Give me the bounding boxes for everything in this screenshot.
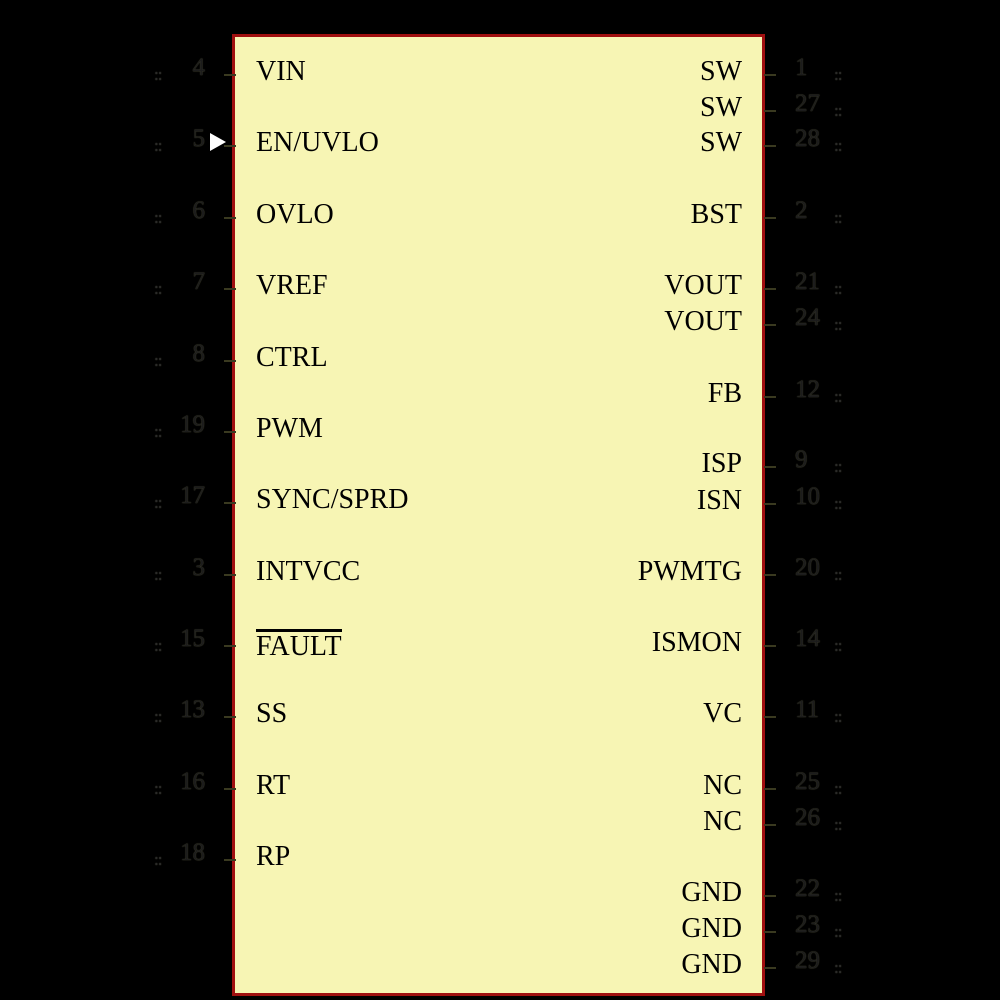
- pin-number-24: 24: [795, 304, 820, 331]
- pin-number-23: 23: [795, 911, 820, 938]
- pin-connector-tick: ::: [154, 707, 162, 726]
- pin-name-pwmtg: PWMTG: [637, 556, 742, 587]
- pin-stub-line: [764, 288, 776, 290]
- pin-number-3: 3: [192, 554, 205, 581]
- pin-number-17: 17: [180, 482, 205, 509]
- pin-stub-line: [764, 895, 776, 897]
- pin-stub-line: [764, 324, 776, 326]
- pin-name-vout: VOUT: [664, 270, 742, 301]
- pin-name-intvcc: INTVCC: [256, 556, 361, 587]
- pin-name-bst: BST: [690, 199, 742, 230]
- pin-number-16: 16: [180, 768, 205, 795]
- pin-number-25: 25: [795, 768, 820, 795]
- pin-name-en-uvlo: EN/UVLO: [256, 127, 379, 158]
- pin-connector-tick: ::: [154, 208, 162, 227]
- pin-connector-tick: ::: [154, 493, 162, 512]
- pin-stub-line: [224, 431, 236, 433]
- pin-stub-line: [224, 574, 236, 576]
- pin-name-fault: [256, 629, 342, 661]
- pin-number-27: 27: [795, 90, 820, 117]
- pin-connector-tick: ::: [834, 815, 842, 834]
- pin-connector-tick: ::: [834, 208, 842, 227]
- pin-connector-tick: ::: [834, 101, 842, 120]
- pin-number-5: 5: [192, 125, 205, 152]
- pin-name-pwm: PWM: [256, 413, 323, 444]
- pin-number-21: 21: [795, 268, 820, 295]
- pin-name-sw: SW: [700, 92, 742, 123]
- pin-number-6: 6: [192, 197, 205, 224]
- pin-number-20: 20: [795, 554, 820, 581]
- pin-stub-line: [764, 145, 776, 147]
- pin-number-19: 19: [180, 411, 205, 438]
- pin-connector-tick: ::: [154, 65, 162, 84]
- pin-connector-tick: ::: [834, 279, 842, 298]
- pin-name-fb: FB: [707, 378, 742, 409]
- pin-connector-tick: ::: [834, 707, 842, 726]
- pin-name-vin: VIN: [256, 56, 306, 87]
- pin-number-11: 11: [795, 696, 820, 723]
- pin-connector-tick: ::: [834, 494, 842, 513]
- pin-stub-line: [764, 824, 776, 826]
- pin-stub-line: [224, 645, 236, 647]
- pin-stub-line: [224, 716, 236, 718]
- pin-stub-line: [764, 788, 776, 790]
- pin-stub-line: [764, 574, 776, 576]
- pin-name-isp: ISP: [701, 448, 742, 479]
- pin-connector-tick: ::: [834, 565, 842, 584]
- pin-stub-line: [224, 145, 236, 147]
- pin-connector-tick: ::: [834, 779, 842, 798]
- en-uvlo-input-arrow-icon: [210, 133, 226, 151]
- pin-connector-tick: ::: [154, 279, 162, 298]
- pin-connector-tick: ::: [154, 636, 162, 655]
- pin-stub-line: [764, 466, 776, 468]
- pin-stub-line: [224, 288, 236, 290]
- pin-name-rt: RT: [256, 770, 291, 801]
- pin-number-4: 4: [192, 54, 205, 81]
- pin-stub-line: [764, 716, 776, 718]
- pin-stub-line: [224, 360, 236, 362]
- pin-number-2: 2: [795, 197, 808, 224]
- pin-number-7: 7: [192, 268, 205, 295]
- pin-name-nc: NC: [703, 806, 742, 837]
- pin-stub-line: [764, 74, 776, 76]
- pin-stub-line: [224, 74, 236, 76]
- pin-number-29: 29: [795, 947, 820, 974]
- pin-stub-line: [764, 645, 776, 647]
- pin-number-22: 22: [795, 875, 820, 902]
- pin-name-ismon: ISMON: [651, 627, 742, 658]
- pin-number-14: 14: [795, 625, 820, 652]
- pin-connector-tick: ::: [834, 958, 842, 977]
- active-low-overbar: FAULT: [256, 631, 342, 662]
- pin-name-vref: VREF: [256, 270, 328, 301]
- pin-connector-tick: ::: [154, 779, 162, 798]
- pin-name-vout: VOUT: [664, 306, 742, 337]
- pin-number-12: 12: [795, 376, 820, 403]
- pin-name-ovlo: OVLO: [256, 199, 334, 230]
- pin-stub-line: [764, 503, 776, 505]
- pin-connector-tick: ::: [834, 457, 842, 476]
- pin-name-ctrl: CTRL: [256, 342, 328, 373]
- pin-number-28: 28: [795, 125, 820, 152]
- pin-number-13: 13: [180, 696, 205, 723]
- pin-connector-tick: ::: [834, 636, 842, 655]
- pin-number-15: 15: [180, 625, 205, 652]
- pin-name-sw: SW: [700, 56, 742, 87]
- pin-stub-line: [764, 396, 776, 398]
- pin-stub-line: [224, 502, 236, 504]
- pin-connector-tick: ::: [834, 315, 842, 334]
- pin-connector-tick: ::: [834, 65, 842, 84]
- pin-number-1: 1: [795, 54, 808, 81]
- pin-number-26: 26: [795, 804, 820, 831]
- pin-name-vc: VC: [703, 698, 742, 729]
- pin-stub-line: [764, 110, 776, 112]
- pin-number-10: 10: [795, 483, 820, 510]
- pin-connector-tick: ::: [834, 136, 842, 155]
- pin-stub-line: [224, 859, 236, 861]
- pin-connector-tick: ::: [154, 422, 162, 441]
- pin-connector-tick: ::: [834, 886, 842, 905]
- pin-name-isn: ISN: [696, 485, 742, 516]
- pin-stub-line: [764, 931, 776, 933]
- pin-stub-line: [764, 217, 776, 219]
- pin-name-nc: NC: [703, 770, 742, 801]
- pin-name-sw: SW: [700, 127, 742, 158]
- pin-name-gnd: GND: [681, 949, 742, 980]
- pin-name-gnd: GND: [681, 913, 742, 944]
- pin-connector-tick: ::: [834, 922, 842, 941]
- pin-connector-tick: ::: [154, 565, 162, 584]
- pin-number-9: 9: [795, 446, 808, 473]
- pin-stub-line: [224, 217, 236, 219]
- pin-name-rp: RP: [256, 841, 291, 872]
- pin-name-sync-sprd: SYNC/SPRD: [256, 484, 409, 515]
- pin-name-gnd: GND: [681, 877, 742, 908]
- pin-connector-tick: ::: [154, 136, 162, 155]
- pin-stub-line: [764, 967, 776, 969]
- pin-connector-tick: ::: [154, 850, 162, 869]
- chip-body: [232, 34, 765, 996]
- pin-name-ss: SS: [256, 698, 288, 729]
- pin-connector-tick: ::: [834, 387, 842, 406]
- pin-connector-tick: ::: [154, 351, 162, 370]
- pin-number-18: 18: [180, 839, 205, 866]
- pin-stub-line: [224, 788, 236, 790]
- pin-number-8: 8: [192, 340, 205, 367]
